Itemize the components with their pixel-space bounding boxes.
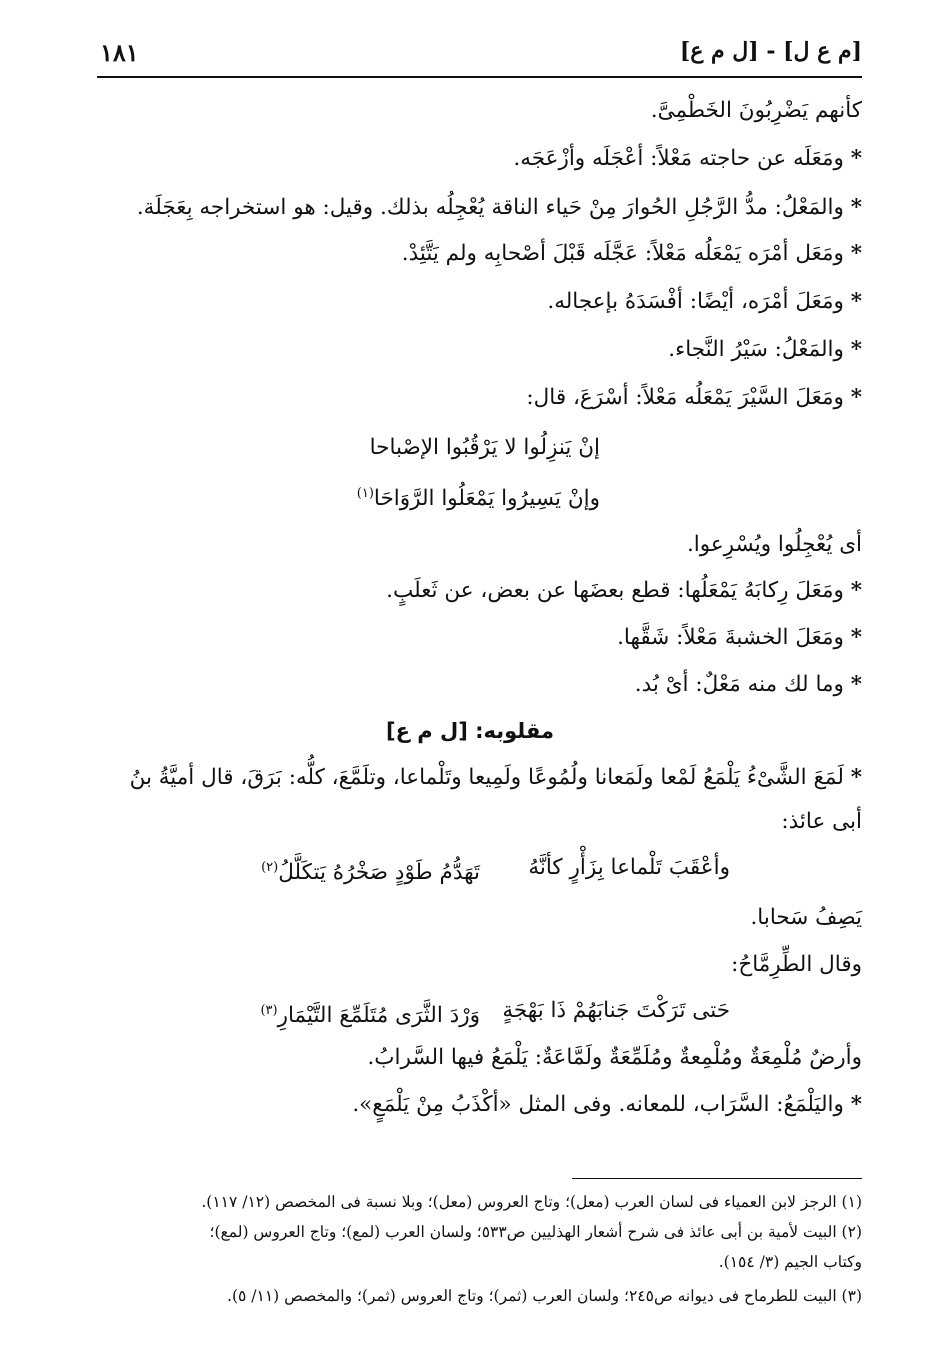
entry-asterisk: * [850, 195, 862, 220]
verse-text: تَهَدُّمُ طَوْدٍ صَخْرُهُ يَتكَلَّلُ [278, 860, 480, 886]
verse-4-second-hemistich [260, 996, 480, 1031]
entry-line-17 [97, 1090, 862, 1120]
entry-text: وما لك منه مَعْلٌ: أىْ بُد. [634, 672, 844, 697]
entry-text: ومَعَلَ رِكابَهُ يَمْعَلُها: قطع بعضَها عن بعض، عن ثَعلَبٍ. [386, 578, 844, 603]
entry-asterisk: * [850, 385, 862, 410]
footnote-rule [572, 1178, 862, 1179]
entry-text: ومَعَلَ الخشبةَ مَعْلاً: شَقَّها. [617, 625, 844, 650]
entry-asterisk: * [850, 1092, 862, 1117]
running-header: [م ع ل] - [ل م ع] [679, 38, 862, 64]
line-8: أى يُعْجِلُوا ويُسْرِعوا. [686, 532, 862, 557]
entry-asterisk: * [850, 672, 862, 697]
entry-line-6 [97, 335, 862, 365]
footnote-2-continued: وكتاب الجيم (٣/ ١٥٤). [718, 1253, 862, 1271]
entry-text: ومَعَلَ أمْرَه، أيْضًا: أفْسَدَهُ بإعجاله. [547, 289, 844, 314]
entry-line-11 [97, 670, 862, 700]
entry-asterisk: * [850, 241, 862, 266]
entry-text: والمَعْلُ: سَيْرُ النَّجاء. [668, 337, 844, 362]
entry-text: والمَعْلُ: مدُّ الرَّجُلِ الحُوارَ مِنْ حَياء الناقة يُعْجِلُه بذلك. وقيل: هو استخراجه بِعَجَلَة. [136, 195, 844, 220]
verse-3-first-hemistich: وأعْقَبَ تَلْماعا بِزَأْرٍ كأنَّهُ [528, 855, 730, 880]
header-rule [97, 76, 862, 78]
entry-asterisk: * [850, 765, 862, 790]
entry-text: ومَعَلَ السَّيْرَ يَمْعَلُه مَعْلاً: أسْرَعَ، قال: [526, 385, 844, 410]
footnote-2: (٢) البيت لأمية بن أبى عائذ فى شرح أشعار الهذليين ص٥٣٣؛ ولسان العرب (لمع)؛ وتاج العروس (لمع)؛ [209, 1223, 862, 1241]
footnote-ref-3: (٣) [260, 1003, 278, 1018]
footnote-3: (٣) البيت للطرماح فى ديوانه ص٢٤٥؛ ولسان العرب (ثمر)؛ وتاج العروس (ثمر)؛ والمخصص (١١/ ٥). [227, 1287, 862, 1305]
entry-line-9 [97, 576, 862, 606]
footnote-1: (١) الرجز لابن العمياء فى لسان العرب (معل)؛ وتاج العروس (معل)؛ وبلا نسبة فى المخصص (١٢/ ١١٧). [201, 1193, 862, 1211]
verse-text: وَرْدَ الثَّرَى مُتَلَمِّعَ التَّيْمَارِ [277, 1003, 480, 1029]
line-15: وقال الطِّرِمَّاحُ: [731, 952, 862, 977]
section-subheading: مقلوبه: [ل م ع] [386, 719, 554, 743]
entry-line-7 [97, 383, 862, 413]
line-13: أبى عائذ: [781, 809, 862, 834]
line-1: كأنهم يَضْرِبُونَ الخَطْمِىَّ. [650, 98, 862, 123]
line-16: وأرضٌ مُلْمِعَةٌ ومُلْمِعةٌ ومُلَمِّعَةٌ ولَمَّاعَةٌ: يَلْمَعُ فيها السَّرابُ. [367, 1045, 862, 1070]
entry-asterisk: * [850, 289, 862, 314]
entry-line-4 [97, 239, 862, 269]
verse-4-first-hemistich: حَتى تَرَكْتَ جَنابَهُمْ ذَا بَهْجَةٍ [502, 998, 730, 1023]
page-number: ١٨١ [100, 38, 139, 67]
entry-asterisk: * [850, 337, 862, 362]
entry-line-3 [97, 193, 862, 223]
verse-2 [357, 479, 600, 514]
entry-asterisk: * [850, 146, 862, 171]
entry-text: لَمَعَ الشَّىْءُ يَلْمَعُ لَمْعا ولَمَعانا ولُمُوعًا ولَمِيعا وتَلْماعا، وتلَمَّعَ، كلُّه: بَرَقَ، قال أميَّةُ بنُ [129, 765, 844, 790]
entry-line-5 [97, 287, 862, 317]
entry-text: ومَعَلَه عن حاجته مَعْلاً: أعْجَلَه وأزْعَجَه. [513, 146, 844, 171]
entry-line-10 [97, 623, 862, 653]
entry-line-2 [97, 144, 862, 174]
footnote-ref-1: (١) [356, 486, 374, 501]
line-14: يَصِفُ سَحابا. [750, 905, 862, 930]
verse-3-second-hemistich [261, 853, 480, 888]
footnote-ref-2: (٢) [261, 860, 279, 875]
verse-1: إنْ يَنزِلُوا لا يَرْقُبُوا الإصْباحا [369, 435, 600, 460]
entry-text: واليَلْمَعُ: السَّرَاب، للمعانه. وفى المثل «أكْذَبُ مِنْ يَلْمَعٍ». [352, 1092, 844, 1117]
entry-line-12 [97, 763, 862, 793]
entry-asterisk: * [850, 625, 862, 650]
entry-asterisk: * [850, 578, 862, 603]
verse-text: وإنْ يَسِيرُوا يَمْعَلُوا الرَّوَاحَا [373, 486, 600, 512]
entry-text: ومَعَل أمْرَه يَمْعَلُه مَعْلاً: عَجَّلَه قَبْلَ أصْحابِه ولم يَتَّئِدْ. [401, 241, 844, 266]
